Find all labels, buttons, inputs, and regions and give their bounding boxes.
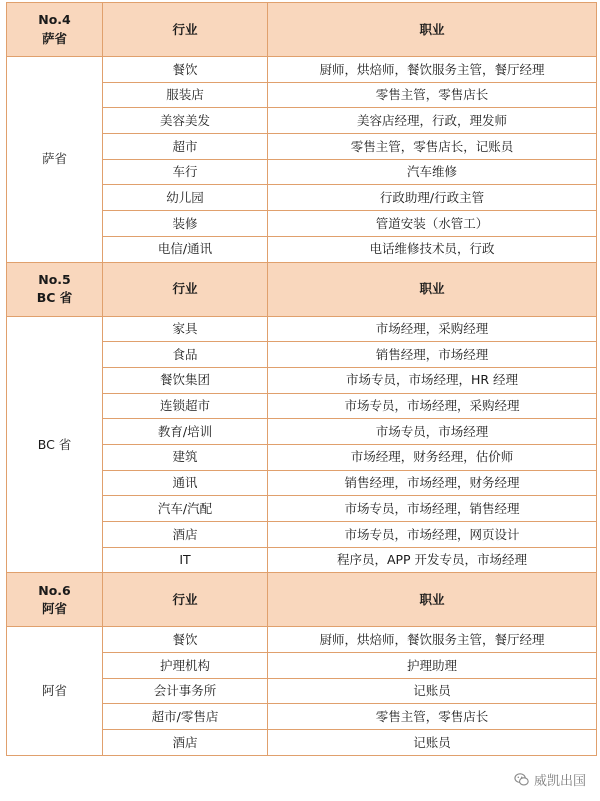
job-cell: 程序员，APP 开发专员，市场经理 <box>268 547 597 573</box>
column-header-job: 职业 <box>268 3 597 57</box>
wechat-icon <box>514 772 529 787</box>
job-cell: 电话维修技术员，行政 <box>268 236 597 262</box>
industry-cell: 汽车/汽配 <box>103 496 268 522</box>
job-cell: 美容店经理，行政，理发师 <box>268 108 597 134</box>
industry-cell: 家具 <box>103 316 268 342</box>
industry-cell: 超市 <box>103 134 268 160</box>
job-cell: 市场专员，市场经理，网页设计 <box>268 522 597 548</box>
table-row <box>7 627 597 653</box>
region-cell: BC 省 <box>7 316 103 573</box>
watermark-text: 威凯出国 <box>533 774 586 789</box>
section-no: No.6 <box>38 582 71 598</box>
industry-cell: 会计事务所 <box>103 678 268 704</box>
job-cell: 零售主管，零售店长，记账员 <box>268 134 597 160</box>
industry-cell: 酒店 <box>103 730 268 756</box>
job-cell: 销售经理，市场经理，财务经理 <box>268 470 597 496</box>
job-cell: 护理助理 <box>268 653 597 679</box>
industry-cell: 护理机构 <box>103 653 268 679</box>
job-cell: 市场专员，市场经理，采购经理 <box>268 393 597 419</box>
section-region: BC 省 <box>36 290 73 305</box>
table-row <box>7 57 597 83</box>
job-cell: 市场专员，市场经理 <box>268 419 597 445</box>
job-cell: 市场专员，市场经理，销售经理 <box>268 496 597 522</box>
job-cell: 市场经理，采购经理 <box>268 316 597 342</box>
column-header-job: 职业 <box>268 262 597 316</box>
table-row <box>7 316 597 342</box>
industry-cell: 食品 <box>103 342 268 368</box>
job-cell: 行政助理/行政主管 <box>268 185 597 211</box>
column-header-industry: 行业 <box>103 3 268 57</box>
job-cell: 零售主管，零售店长 <box>268 82 597 108</box>
section-number <box>7 573 103 627</box>
industry-cell: 电信/通讯 <box>103 236 268 262</box>
industry-cell: 通讯 <box>103 470 268 496</box>
industry-cell: 连锁超市 <box>103 393 268 419</box>
column-header-industry: 行业 <box>103 573 268 627</box>
section-no: No.5 <box>38 271 71 287</box>
section-header <box>7 3 597 57</box>
section-number <box>7 262 103 316</box>
job-cell: 市场专员，市场经理，HR 经理 <box>268 367 597 393</box>
job-cell: 管道安装（水管工） <box>268 211 597 237</box>
industry-cell: 酒店 <box>103 522 268 548</box>
section-header <box>7 262 597 316</box>
job-cell: 市场经理，财务经理，估价师 <box>268 444 597 470</box>
industry-cell: 装修 <box>103 211 268 237</box>
job-cell: 记账员 <box>268 678 597 704</box>
industry-cell: 餐饮集团 <box>103 367 268 393</box>
job-cell: 厨师，烘焙师，餐饮服务主管，餐厅经理 <box>268 57 597 83</box>
industry-cell: 餐饮 <box>103 57 268 83</box>
industry-cell: 服装店 <box>103 82 268 108</box>
job-cell: 汽车维修 <box>268 159 597 185</box>
column-header-industry: 行业 <box>103 262 268 316</box>
job-cell: 销售经理，市场经理 <box>268 342 597 368</box>
job-table <box>6 2 597 756</box>
region-cell: 阿省 <box>7 627 103 755</box>
industry-cell: 车行 <box>103 159 268 185</box>
region-cell: 萨省 <box>7 57 103 263</box>
industry-cell: IT <box>103 547 268 573</box>
industry-cell: 教育/培训 <box>103 419 268 445</box>
industry-cell: 建筑 <box>103 444 268 470</box>
section-header <box>7 573 597 627</box>
job-cell: 零售主管，零售店长 <box>268 704 597 730</box>
industry-cell: 超市/零售店 <box>103 704 268 730</box>
industry-cell: 美容美发 <box>103 108 268 134</box>
job-cell: 厨师，烘焙师，餐饮服务主管，餐厅经理 <box>268 627 597 653</box>
section-no: No.4 <box>38 12 71 28</box>
watermark <box>514 770 586 789</box>
section-region: 萨省 <box>41 30 67 46</box>
industry-cell: 餐饮 <box>103 627 268 653</box>
column-header-job: 职业 <box>268 573 597 627</box>
industry-cell: 幼儿园 <box>103 185 268 211</box>
job-cell: 记账员 <box>268 730 597 756</box>
section-region: 阿省 <box>41 600 67 616</box>
section-number <box>7 3 103 57</box>
